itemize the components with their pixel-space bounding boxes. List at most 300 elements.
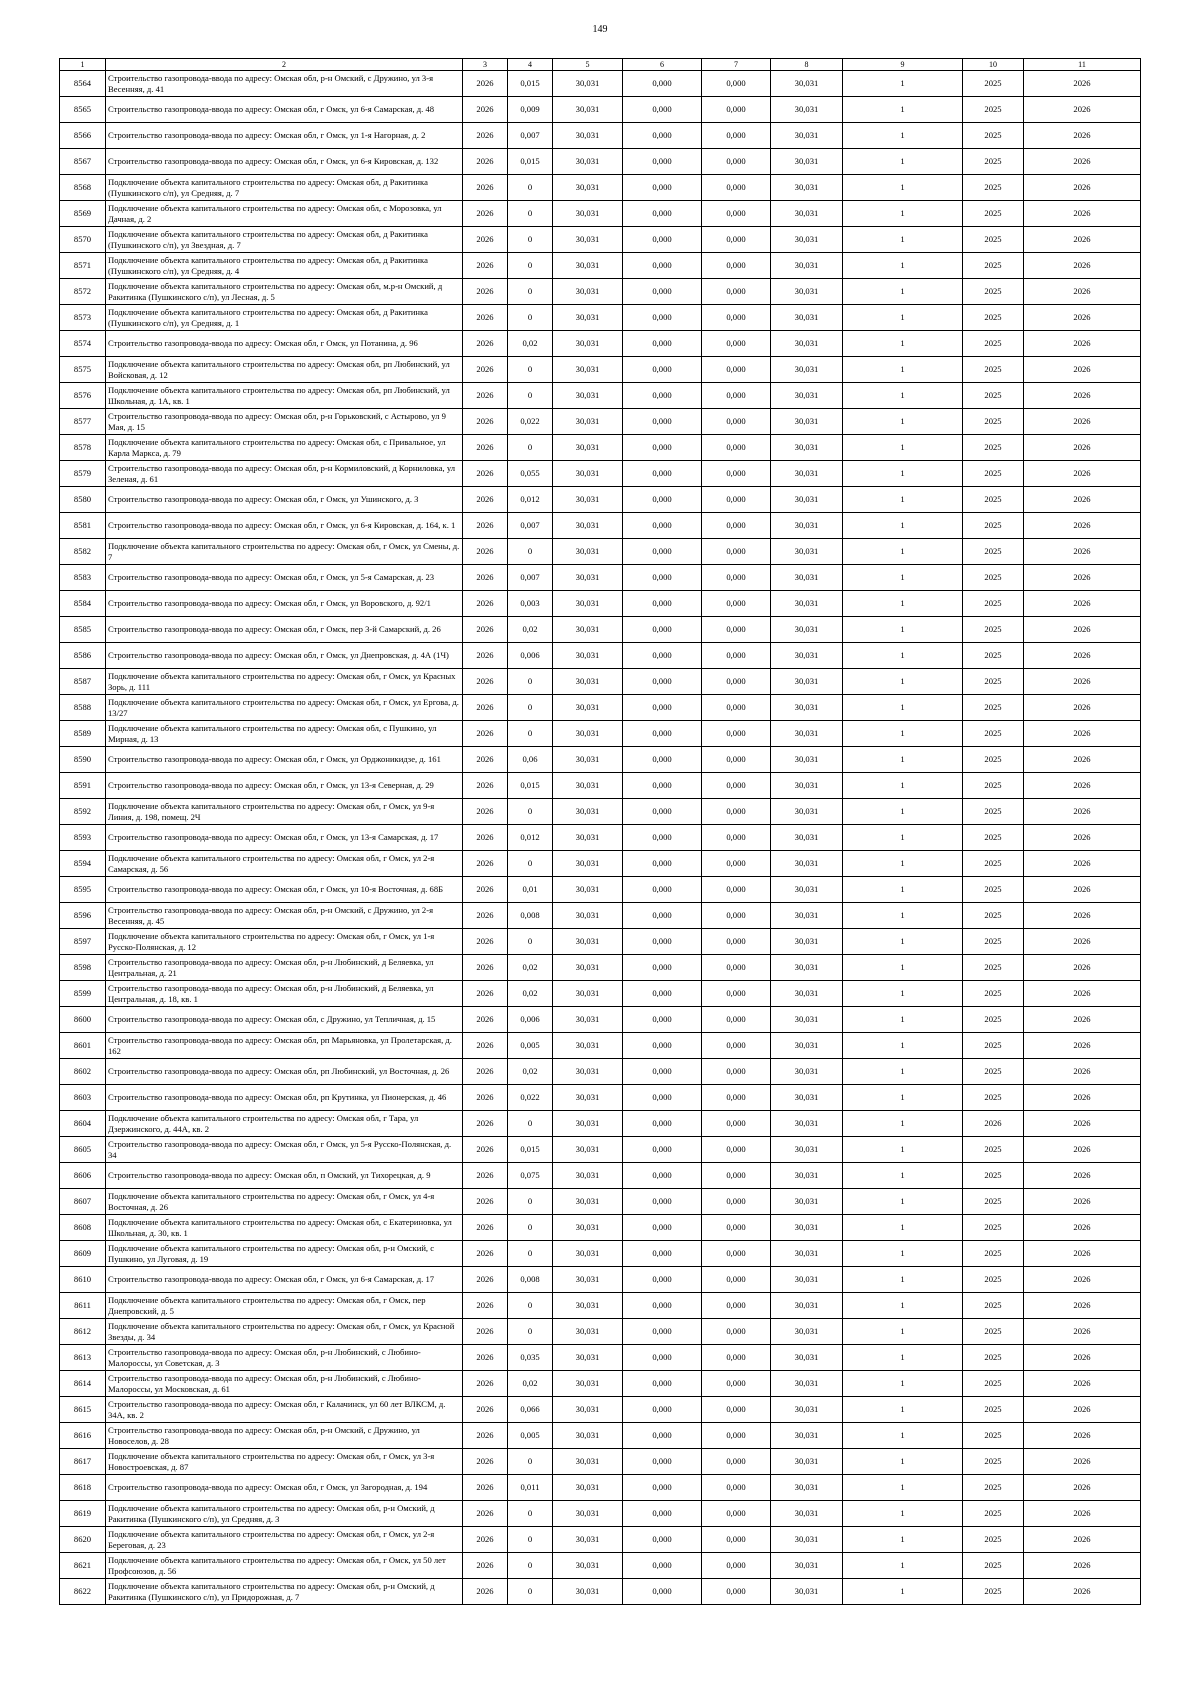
- object-description-cell: Строительство газопровода-ввода по адресу: Омская обл, г Омск, ул Загородная, д. 194: [106, 1475, 463, 1501]
- cost-total-cell: 30,031: [553, 1527, 623, 1553]
- end-year-cell: 2026: [1024, 97, 1141, 123]
- table-row: [60, 1293, 1141, 1319]
- cost-part-a-cell: 0,000: [623, 565, 702, 591]
- start-year-cell: 2025: [963, 981, 1024, 1007]
- commissioning-year-cell: 2026: [463, 1553, 508, 1579]
- quantity-cell: 1: [843, 227, 963, 253]
- register-table: [59, 58, 1141, 1605]
- quantity-cell: 1: [843, 799, 963, 825]
- row-number-cell: 8592: [60, 799, 106, 825]
- table-row: [60, 279, 1141, 305]
- end-year-cell: 2026: [1024, 721, 1141, 747]
- commissioning-year-cell: 2026: [463, 747, 508, 773]
- end-year-cell: 2026: [1024, 669, 1141, 695]
- cost-final-cell: 30,031: [771, 1553, 843, 1579]
- quantity-cell: 1: [843, 539, 963, 565]
- start-year-cell: 2025: [963, 955, 1024, 981]
- cost-part-a-cell: 0,000: [623, 1345, 702, 1371]
- row-number-cell: 8606: [60, 1163, 106, 1189]
- quantity-cell: 1: [843, 71, 963, 97]
- cost-part-a-cell: 0,000: [623, 929, 702, 955]
- cost-final-cell: 30,031: [771, 1475, 843, 1501]
- cost-total-cell: 30,031: [553, 981, 623, 1007]
- cost-final-cell: 30,031: [771, 1241, 843, 1267]
- start-year-cell: 2025: [963, 409, 1024, 435]
- start-year-cell: 2025: [963, 305, 1024, 331]
- end-year-cell: 2026: [1024, 123, 1141, 149]
- end-year-cell: 2026: [1024, 1553, 1141, 1579]
- cost-final-cell: 30,031: [771, 1579, 843, 1605]
- commissioning-year-cell: 2026: [463, 1137, 508, 1163]
- commissioning-year-cell: 2026: [463, 357, 508, 383]
- start-year-cell: 2025: [963, 1059, 1024, 1085]
- quantity-cell: 1: [843, 721, 963, 747]
- commissioning-year-cell: 2026: [463, 929, 508, 955]
- table-row: [60, 357, 1141, 383]
- cost-part-b-cell: 0,000: [702, 539, 771, 565]
- row-number-cell: 8607: [60, 1189, 106, 1215]
- row-number-cell: 8604: [60, 1111, 106, 1137]
- column-header: 9: [843, 59, 963, 71]
- cost-part-b-cell: 0,000: [702, 929, 771, 955]
- object-description-cell: Подключение объекта капитального строительства по адресу: Омская обл, г Омск, ул 9-я Линия, д. 198, помещ. 2Ч: [106, 799, 463, 825]
- start-year-cell: 2025: [963, 695, 1024, 721]
- commissioning-year-cell: 2026: [463, 721, 508, 747]
- start-year-cell: 2025: [963, 1371, 1024, 1397]
- cost-final-cell: 30,031: [771, 851, 843, 877]
- cost-part-a-cell: 0,000: [623, 149, 702, 175]
- pipeline-length-cell: 0,015: [508, 149, 553, 175]
- cost-final-cell: 30,031: [771, 903, 843, 929]
- cost-part-b-cell: 0,000: [702, 383, 771, 409]
- quantity-cell: 1: [843, 1475, 963, 1501]
- row-number-cell: 8622: [60, 1579, 106, 1605]
- commissioning-year-cell: 2026: [463, 1085, 508, 1111]
- cost-part-b-cell: 0,000: [702, 1319, 771, 1345]
- table-row: [60, 1267, 1141, 1293]
- table-row: [60, 1007, 1141, 1033]
- table-row: [60, 71, 1141, 97]
- quantity-cell: 1: [843, 617, 963, 643]
- commissioning-year-cell: 2026: [463, 71, 508, 97]
- commissioning-year-cell: 2026: [463, 305, 508, 331]
- cost-part-b-cell: 0,000: [702, 1163, 771, 1189]
- quantity-cell: 1: [843, 1111, 963, 1137]
- cost-part-b-cell: 0,000: [702, 773, 771, 799]
- quantity-cell: 1: [843, 903, 963, 929]
- end-year-cell: 2026: [1024, 461, 1141, 487]
- cost-total-cell: 30,031: [553, 253, 623, 279]
- end-year-cell: 2026: [1024, 1371, 1141, 1397]
- cost-part-b-cell: 0,000: [702, 669, 771, 695]
- row-number-cell: 8618: [60, 1475, 106, 1501]
- object-description-cell: Строительство газопровода-ввода по адресу: Омская обл, р-н Кормиловский, д Корниловка, ул Зеленая, д. 61: [106, 461, 463, 487]
- commissioning-year-cell: 2026: [463, 1319, 508, 1345]
- table-row: [60, 1111, 1141, 1137]
- quantity-cell: 1: [843, 1007, 963, 1033]
- pipeline-length-cell: 0,02: [508, 981, 553, 1007]
- cost-total-cell: 30,031: [553, 1449, 623, 1475]
- cost-final-cell: 30,031: [771, 1293, 843, 1319]
- cost-part-a-cell: 0,000: [623, 617, 702, 643]
- quantity-cell: 1: [843, 1371, 963, 1397]
- start-year-cell: 2025: [963, 331, 1024, 357]
- cost-part-b-cell: 0,000: [702, 799, 771, 825]
- end-year-cell: 2026: [1024, 617, 1141, 643]
- cost-final-cell: 30,031: [771, 955, 843, 981]
- cost-final-cell: 30,031: [771, 435, 843, 461]
- cost-total-cell: 30,031: [553, 851, 623, 877]
- pipeline-length-cell: 0: [508, 357, 553, 383]
- cost-total-cell: 30,031: [553, 1293, 623, 1319]
- object-description-cell: Подключение объекта капитального строительства по адресу: Омская обл, р-н Омский, с Пушкино, ул Луговая, д. 19: [106, 1241, 463, 1267]
- cost-part-a-cell: 0,000: [623, 1189, 702, 1215]
- end-year-cell: 2026: [1024, 591, 1141, 617]
- column-header: 4: [508, 59, 553, 71]
- row-number-cell: 8620: [60, 1527, 106, 1553]
- quantity-cell: 1: [843, 1085, 963, 1111]
- commissioning-year-cell: 2026: [463, 617, 508, 643]
- table-row: [60, 851, 1141, 877]
- cost-final-cell: 30,031: [771, 981, 843, 1007]
- table-body: [60, 59, 1141, 1605]
- cost-final-cell: 30,031: [771, 1163, 843, 1189]
- pipeline-length-cell: 0,005: [508, 1423, 553, 1449]
- row-number-cell: 8600: [60, 1007, 106, 1033]
- table-row: [60, 383, 1141, 409]
- quantity-cell: 1: [843, 1397, 963, 1423]
- object-description-cell: Подключение объекта капитального строительства по адресу: Омская обл, д Ракитинка (Пушкинского с/п), ул Средняя, д. 7: [106, 175, 463, 201]
- commissioning-year-cell: 2026: [463, 253, 508, 279]
- column-header: 3: [463, 59, 508, 71]
- cost-part-a-cell: 0,000: [623, 97, 702, 123]
- row-number-cell: 8576: [60, 383, 106, 409]
- cost-final-cell: 30,031: [771, 149, 843, 175]
- table-row: [60, 97, 1141, 123]
- pipeline-length-cell: 0,006: [508, 643, 553, 669]
- object-description-cell: Подключение объекта капитального строительства по адресу: Омская обл, р-н Омский, д Ракитинка (Пушкинского с/п), ул Придорожная, д. 7: [106, 1579, 463, 1605]
- start-year-cell: 2025: [963, 1423, 1024, 1449]
- quantity-cell: 1: [843, 773, 963, 799]
- cost-part-b-cell: 0,000: [702, 1007, 771, 1033]
- row-number-cell: 8597: [60, 929, 106, 955]
- end-year-cell: 2026: [1024, 565, 1141, 591]
- object-description-cell: Строительство газопровода-ввода по адресу: Омская обл, рп Крутинка, ул Пионерская, д. 46: [106, 1085, 463, 1111]
- cost-total-cell: 30,031: [553, 695, 623, 721]
- cost-final-cell: 30,031: [771, 747, 843, 773]
- cost-part-b-cell: 0,000: [702, 1501, 771, 1527]
- start-year-cell: 2025: [963, 1293, 1024, 1319]
- cost-final-cell: 30,031: [771, 279, 843, 305]
- cost-total-cell: 30,031: [553, 1137, 623, 1163]
- row-number-cell: 8587: [60, 669, 106, 695]
- quantity-cell: 1: [843, 331, 963, 357]
- table-row: [60, 695, 1141, 721]
- pipeline-length-cell: 0,009: [508, 97, 553, 123]
- row-number-cell: 8582: [60, 539, 106, 565]
- cost-final-cell: 30,031: [771, 253, 843, 279]
- pipeline-length-cell: 0: [508, 851, 553, 877]
- cost-final-cell: 30,031: [771, 799, 843, 825]
- page-number: 149: [592, 24, 608, 35]
- cost-part-b-cell: 0,000: [702, 1267, 771, 1293]
- object-description-cell: Строительство газопровода-ввода по адресу: Омская обл, р-н Горьковский, с Астырово, ул 9 Мая, д. 15: [106, 409, 463, 435]
- end-year-cell: 2026: [1024, 1397, 1141, 1423]
- start-year-cell: 2025: [963, 487, 1024, 513]
- pipeline-length-cell: 0: [508, 1293, 553, 1319]
- column-header: 1: [60, 59, 106, 71]
- cost-final-cell: 30,031: [771, 773, 843, 799]
- start-year-cell: 2025: [963, 383, 1024, 409]
- cost-part-b-cell: 0,000: [702, 513, 771, 539]
- object-description-cell: Строительство газопровода-ввода по адресу: Омская обл, п Омский, ул Тихорецкая, д. 9: [106, 1163, 463, 1189]
- cost-part-b-cell: 0,000: [702, 1293, 771, 1319]
- quantity-cell: 1: [843, 357, 963, 383]
- object-description-cell: Строительство газопровода-ввода по адресу: Омская обл, г Омск, ул 13-я Самарская, д. 17: [106, 825, 463, 851]
- object-description-cell: Строительство газопровода-ввода по адресу: Омская обл, г Омск, ул 10-я Восточная, д. 68Б: [106, 877, 463, 903]
- table-row: [60, 461, 1141, 487]
- table-row: [60, 1241, 1141, 1267]
- commissioning-year-cell: 2026: [463, 123, 508, 149]
- cost-part-b-cell: 0,000: [702, 97, 771, 123]
- cost-part-a-cell: 0,000: [623, 695, 702, 721]
- cost-part-a-cell: 0,000: [623, 825, 702, 851]
- cost-part-b-cell: 0,000: [702, 1475, 771, 1501]
- object-description-cell: Строительство газопровода-ввода по адресу: Омская обл, г Омск, ул 6-я Кировская, д. 164, к. 1: [106, 513, 463, 539]
- pipeline-length-cell: 0,006: [508, 1007, 553, 1033]
- row-number-cell: 8586: [60, 643, 106, 669]
- row-number-cell: 8613: [60, 1345, 106, 1371]
- commissioning-year-cell: 2026: [463, 227, 508, 253]
- quantity-cell: 1: [843, 1215, 963, 1241]
- row-number-cell: 8583: [60, 565, 106, 591]
- quantity-cell: 1: [843, 1137, 963, 1163]
- row-number-cell: 8574: [60, 331, 106, 357]
- end-year-cell: 2026: [1024, 513, 1141, 539]
- quantity-cell: 1: [843, 1345, 963, 1371]
- cost-part-b-cell: 0,000: [702, 903, 771, 929]
- end-year-cell: 2026: [1024, 1449, 1141, 1475]
- table-row: [60, 227, 1141, 253]
- cost-part-b-cell: 0,000: [702, 1345, 771, 1371]
- object-description-cell: Строительство газопровода-ввода по адресу: Омская обл, г Омск, ул 1-я Нагорная, д. 2: [106, 123, 463, 149]
- object-description-cell: Строительство газопровода-ввода по адресу: Омская обл, р-н Любинский, с Любино-Малороссы, ул Советская, д. 3: [106, 1345, 463, 1371]
- start-year-cell: 2025: [963, 1085, 1024, 1111]
- row-number-cell: 8572: [60, 279, 106, 305]
- object-description-cell: Строительство газопровода-ввода по адресу: Омская обл, г Омск, ул Потанина, д. 96: [106, 331, 463, 357]
- cost-final-cell: 30,031: [771, 487, 843, 513]
- pipeline-length-cell: 0,003: [508, 591, 553, 617]
- table-row: [60, 617, 1141, 643]
- end-year-cell: 2026: [1024, 487, 1141, 513]
- cost-part-a-cell: 0,000: [623, 721, 702, 747]
- table-row: [60, 773, 1141, 799]
- quantity-cell: 1: [843, 1267, 963, 1293]
- cost-part-b-cell: 0,000: [702, 201, 771, 227]
- cost-part-b-cell: 0,000: [702, 175, 771, 201]
- quantity-cell: 1: [843, 591, 963, 617]
- cost-part-a-cell: 0,000: [623, 175, 702, 201]
- cost-part-b-cell: 0,000: [702, 253, 771, 279]
- end-year-cell: 2026: [1024, 1111, 1141, 1137]
- pipeline-length-cell: 0: [508, 1215, 553, 1241]
- start-year-cell: 2025: [963, 1137, 1024, 1163]
- cost-part-b-cell: 0,000: [702, 149, 771, 175]
- pipeline-length-cell: 0: [508, 1579, 553, 1605]
- cost-part-a-cell: 0,000: [623, 123, 702, 149]
- pipeline-length-cell: 0: [508, 695, 553, 721]
- row-number-cell: 8566: [60, 123, 106, 149]
- row-number-cell: 8610: [60, 1267, 106, 1293]
- cost-final-cell: 30,031: [771, 669, 843, 695]
- object-description-cell: Строительство газопровода-ввода по адресу: Омская обл, г Омск, ул 6-я Кировская, д. 132: [106, 149, 463, 175]
- pipeline-length-cell: 0: [508, 1449, 553, 1475]
- end-year-cell: 2026: [1024, 1579, 1141, 1605]
- cost-total-cell: 30,031: [553, 747, 623, 773]
- quantity-cell: 1: [843, 1033, 963, 1059]
- pipeline-length-cell: 0,005: [508, 1033, 553, 1059]
- cost-total-cell: 30,031: [553, 1241, 623, 1267]
- pipeline-length-cell: 0: [508, 1111, 553, 1137]
- commissioning-year-cell: 2026: [463, 1345, 508, 1371]
- start-year-cell: 2025: [963, 747, 1024, 773]
- cost-part-a-cell: 0,000: [623, 1215, 702, 1241]
- row-number-cell: 8590: [60, 747, 106, 773]
- pipeline-length-cell: 0,075: [508, 1163, 553, 1189]
- cost-total-cell: 30,031: [553, 591, 623, 617]
- cost-part-b-cell: 0,000: [702, 357, 771, 383]
- end-year-cell: 2026: [1024, 1163, 1141, 1189]
- quantity-cell: 1: [843, 1527, 963, 1553]
- end-year-cell: 2026: [1024, 929, 1141, 955]
- start-year-cell: 2025: [963, 851, 1024, 877]
- cost-part-a-cell: 0,000: [623, 1293, 702, 1319]
- cost-part-a-cell: 0,000: [623, 773, 702, 799]
- end-year-cell: 2026: [1024, 747, 1141, 773]
- cost-total-cell: 30,031: [553, 227, 623, 253]
- commissioning-year-cell: 2026: [463, 669, 508, 695]
- cost-total-cell: 30,031: [553, 1163, 623, 1189]
- cost-part-a-cell: 0,000: [623, 1553, 702, 1579]
- pipeline-length-cell: 0: [508, 279, 553, 305]
- cost-total-cell: 30,031: [553, 97, 623, 123]
- table-row: [60, 747, 1141, 773]
- end-year-cell: 2026: [1024, 825, 1141, 851]
- cost-part-a-cell: 0,000: [623, 1059, 702, 1085]
- object-description-cell: Подключение объекта капитального строительства по адресу: Омская обл, г Омск, ул 2-я Береговая, д. 23: [106, 1527, 463, 1553]
- cost-final-cell: 30,031: [771, 1033, 843, 1059]
- commissioning-year-cell: 2026: [463, 851, 508, 877]
- start-year-cell: 2025: [963, 929, 1024, 955]
- end-year-cell: 2026: [1024, 981, 1141, 1007]
- cost-part-a-cell: 0,000: [623, 981, 702, 1007]
- cost-part-a-cell: 0,000: [623, 1007, 702, 1033]
- start-year-cell: 2025: [963, 539, 1024, 565]
- cost-final-cell: 30,031: [771, 929, 843, 955]
- cost-part-b-cell: 0,000: [702, 331, 771, 357]
- end-year-cell: 2026: [1024, 383, 1141, 409]
- start-year-cell: 2025: [963, 1553, 1024, 1579]
- row-number-cell: 8596: [60, 903, 106, 929]
- start-year-cell: 2025: [963, 97, 1024, 123]
- start-year-cell: 2025: [963, 1345, 1024, 1371]
- row-number-cell: 8567: [60, 149, 106, 175]
- quantity-cell: 1: [843, 747, 963, 773]
- table-row: [60, 487, 1141, 513]
- pipeline-length-cell: 0: [508, 1553, 553, 1579]
- row-number-cell: 8564: [60, 71, 106, 97]
- cost-total-cell: 30,031: [553, 279, 623, 305]
- cost-part-b-cell: 0,000: [702, 617, 771, 643]
- table-row: [60, 669, 1141, 695]
- table-row: [60, 1397, 1141, 1423]
- object-description-cell: Подключение объекта капитального строительства по адресу: Омская обл, с Морозовка, ул Дачная, д. 2: [106, 201, 463, 227]
- cost-final-cell: 30,031: [771, 461, 843, 487]
- cost-total-cell: 30,031: [553, 1579, 623, 1605]
- row-number-cell: 8609: [60, 1241, 106, 1267]
- cost-total-cell: 30,031: [553, 1007, 623, 1033]
- row-number-cell: 8614: [60, 1371, 106, 1397]
- cost-part-a-cell: 0,000: [623, 799, 702, 825]
- cost-part-b-cell: 0,000: [702, 643, 771, 669]
- start-year-cell: 2025: [963, 877, 1024, 903]
- table-row: [60, 123, 1141, 149]
- end-year-cell: 2026: [1024, 1085, 1141, 1111]
- cost-total-cell: 30,031: [553, 799, 623, 825]
- object-description-cell: Подключение объекта капитального строительства по адресу: Омская обл, г Омск, ул 50 лет Профсоюзов, д. 56: [106, 1553, 463, 1579]
- cost-final-cell: 30,031: [771, 877, 843, 903]
- cost-part-b-cell: 0,000: [702, 305, 771, 331]
- cost-part-b-cell: 0,000: [702, 1423, 771, 1449]
- cost-part-a-cell: 0,000: [623, 1267, 702, 1293]
- column-number-row: [60, 59, 1141, 71]
- cost-part-a-cell: 0,000: [623, 435, 702, 461]
- pipeline-length-cell: 0: [508, 227, 553, 253]
- cost-part-a-cell: 0,000: [623, 1163, 702, 1189]
- row-number-cell: 8594: [60, 851, 106, 877]
- cost-part-a-cell: 0,000: [623, 669, 702, 695]
- table-row: [60, 825, 1141, 851]
- pipeline-length-cell: 0,008: [508, 1267, 553, 1293]
- quantity-cell: 1: [843, 123, 963, 149]
- quantity-cell: 1: [843, 1449, 963, 1475]
- start-year-cell: 2025: [963, 903, 1024, 929]
- cost-final-cell: 30,031: [771, 1189, 843, 1215]
- cost-final-cell: 30,031: [771, 123, 843, 149]
- pipeline-length-cell: 0,02: [508, 1371, 553, 1397]
- row-number-cell: 8617: [60, 1449, 106, 1475]
- start-year-cell: 2025: [963, 227, 1024, 253]
- pipeline-length-cell: 0,022: [508, 409, 553, 435]
- pipeline-length-cell: 0,035: [508, 1345, 553, 1371]
- start-year-cell: 2025: [963, 1033, 1024, 1059]
- cost-part-b-cell: 0,000: [702, 1579, 771, 1605]
- row-number-cell: 8588: [60, 695, 106, 721]
- object-description-cell: Строительство газопровода-ввода по адресу: Омская обл, р-н Любинский, д Беляевка, ул Центральная, д. 18, кв. 1: [106, 981, 463, 1007]
- end-year-cell: 2026: [1024, 409, 1141, 435]
- table-row: [60, 1189, 1141, 1215]
- row-number-cell: 8608: [60, 1215, 106, 1241]
- table-row: [60, 1475, 1141, 1501]
- start-year-cell: 2025: [963, 669, 1024, 695]
- cost-part-b-cell: 0,000: [702, 1371, 771, 1397]
- quantity-cell: 1: [843, 1241, 963, 1267]
- cost-part-a-cell: 0,000: [623, 1501, 702, 1527]
- cost-part-b-cell: 0,000: [702, 721, 771, 747]
- table-row: [60, 1345, 1141, 1371]
- cost-part-b-cell: 0,000: [702, 71, 771, 97]
- quantity-cell: 1: [843, 305, 963, 331]
